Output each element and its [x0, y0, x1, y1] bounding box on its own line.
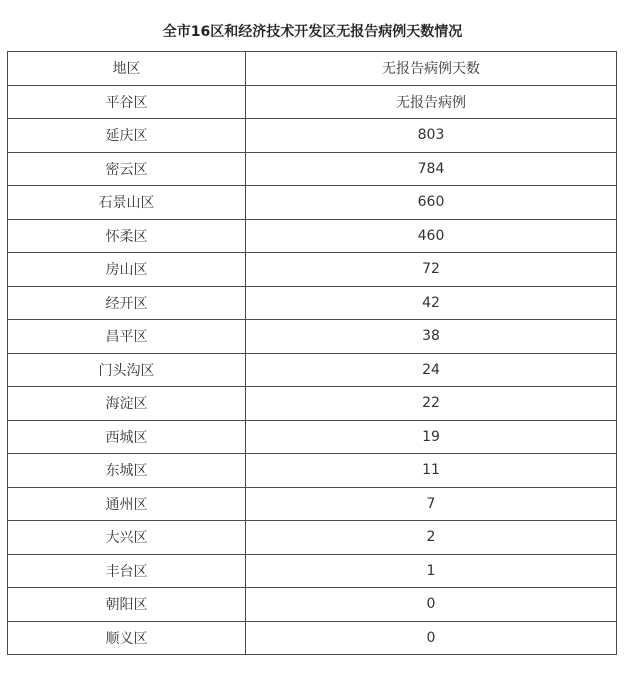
- table-row: [8, 621, 617, 655]
- district-cell: 平谷区: [8, 85, 246, 119]
- district-cell: 房山区: [8, 253, 246, 287]
- days-cell: 无报告病例: [246, 85, 617, 119]
- days-cell: 24: [246, 353, 617, 387]
- days-cell: 11: [246, 454, 617, 488]
- table-row: [8, 487, 617, 521]
- table-row: [8, 521, 617, 555]
- table-row: [8, 353, 617, 387]
- table-row: [8, 152, 617, 186]
- days-cell: 38: [246, 320, 617, 354]
- district-cell: 通州区: [8, 487, 246, 521]
- days-cell: 0: [246, 621, 617, 655]
- days-cell: 784: [246, 152, 617, 186]
- table-row: [8, 186, 617, 220]
- district-cell: 门头沟区: [8, 353, 246, 387]
- days-cell: 19: [246, 420, 617, 454]
- district-cell: 顺义区: [8, 621, 246, 655]
- district-cell: 丰台区: [8, 554, 246, 588]
- district-cell: 西城区: [8, 420, 246, 454]
- days-cell: 1: [246, 554, 617, 588]
- days-cell: 0: [246, 588, 617, 622]
- table-row: [8, 219, 617, 253]
- district-cell: 怀柔区: [8, 219, 246, 253]
- table-row: [8, 320, 617, 354]
- district-cell: 海淀区: [8, 387, 246, 421]
- district-cell: 密云区: [8, 152, 246, 186]
- table-body: [8, 85, 617, 655]
- district-cell: 石景山区: [8, 186, 246, 220]
- column-header-district: 地区: [8, 52, 246, 86]
- table-row: [8, 420, 617, 454]
- days-cell: 42: [246, 286, 617, 320]
- table-row: [8, 119, 617, 153]
- days-cell: 22: [246, 387, 617, 421]
- column-header-days: 无报告病例天数: [246, 52, 617, 86]
- table-row: [8, 286, 617, 320]
- days-cell: 460: [246, 219, 617, 253]
- district-cell: 延庆区: [8, 119, 246, 153]
- district-cell: 东城区: [8, 454, 246, 488]
- district-cell: 大兴区: [8, 521, 246, 555]
- table-row: [8, 387, 617, 421]
- days-cell: 7: [246, 487, 617, 521]
- header-row: [8, 52, 617, 86]
- table-row: [8, 454, 617, 488]
- table-row: [8, 554, 617, 588]
- days-cell: 72: [246, 253, 617, 287]
- district-cell: 朝阳区: [8, 588, 246, 622]
- table-row: [8, 85, 617, 119]
- days-without-cases-table: [7, 51, 617, 655]
- table-row: [8, 588, 617, 622]
- district-cell: 昌平区: [8, 320, 246, 354]
- days-cell: 803: [246, 119, 617, 153]
- table-title: 全市16区和经济技术开发区无报告病例天数情况: [162, 24, 463, 40]
- table-row: [8, 253, 617, 287]
- days-cell: 660: [246, 186, 617, 220]
- days-cell: 2: [246, 521, 617, 555]
- district-cell: 经开区: [8, 286, 246, 320]
